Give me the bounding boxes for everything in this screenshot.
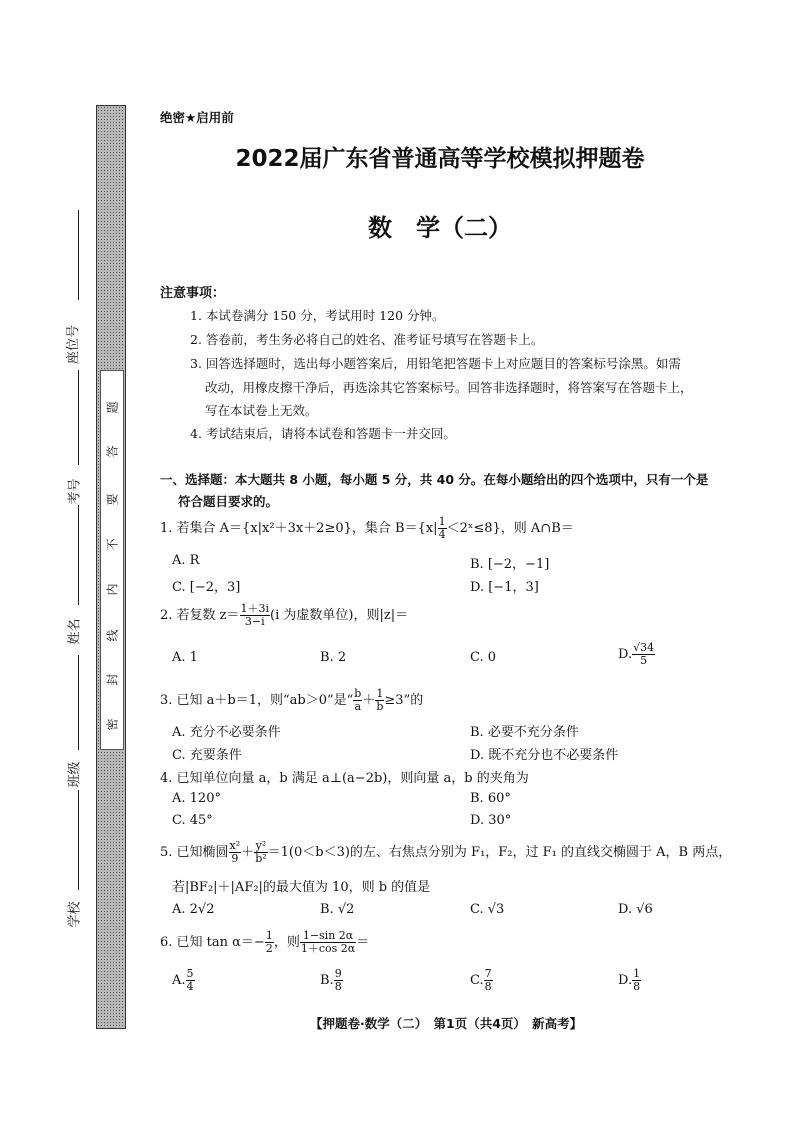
exam-no-line bbox=[78, 370, 79, 465]
notice-item: 3. 回答选择题时，选出每小题答案后，用铅笔把答题卡上对应题目的答案标号涂黑。如需 bbox=[190, 356, 681, 371]
seal-char: 内 bbox=[105, 583, 120, 596]
page-title: 2022届广东省普通高等学校模拟押题卷 bbox=[235, 146, 645, 172]
q3-option-b: B. 必要不充分条件 bbox=[470, 725, 579, 740]
q3-option-c: C. 充要条件 bbox=[172, 748, 242, 763]
q4-option-c: C. 45° bbox=[172, 813, 213, 828]
q6-option-b: B. $\frac{9}{8}$ bbox=[320, 967, 342, 993]
question-1-stem: 1. 若集合 A＝{x|x²＋3x＋2≥0}，集合 B＝{x| $\frac{1}{4}$ ＜2ˣ≤8}，则 A∩B＝ bbox=[160, 515, 574, 541]
seal-char: 封 bbox=[105, 673, 120, 686]
q2-option-c: C. 0 bbox=[470, 650, 497, 665]
seat-label: 座位号 bbox=[66, 324, 82, 365]
seal-char: 线 bbox=[105, 629, 120, 642]
q2-option-d: D. $\frac{√34}{5}$ bbox=[618, 641, 655, 667]
q3-option-a: A. 充分不必要条件 bbox=[172, 725, 281, 740]
q2-option-a: A. 1 bbox=[172, 650, 198, 665]
question-5-stem-cont: 若|BF₂|＋|AF₂|的最大值为 10，则 b 的值是 bbox=[172, 880, 431, 895]
notice-item: 2. 答卷前，考生务必将自己的姓名、准考证号填写在答题卡上。 bbox=[190, 332, 544, 347]
q3-option-d: D. 既不充分也不必要条件 bbox=[470, 748, 619, 763]
q6-option-a: A. $\frac{5}{4}$ bbox=[172, 967, 194, 993]
school-label: 学校 bbox=[67, 901, 83, 928]
class-line bbox=[78, 655, 79, 750]
class-label: 班级 bbox=[67, 761, 83, 788]
question-6-stem: 6. 已知 tan α＝− $\frac{1}{2}$ ，则 $\frac{1-\sin 2\alpha}{1+\cos 2\alpha}$ ＝ bbox=[160, 929, 370, 955]
page-subtitle: 数 学（二） bbox=[368, 214, 512, 242]
section-heading-cont: 符合题目要求的。 bbox=[178, 494, 279, 509]
q1-option-c: C. [−2，3] bbox=[172, 580, 241, 595]
school-line bbox=[78, 790, 79, 890]
question-5-stem: 5. 已知椭圆 $\frac{\text{x²}}{9}$ ＋ $\frac{\text{y²}}{\text{b²}}$ ＝1(0＜b＜3)的左、右焦点分别为 F₁，F₂，过 F₁ 的直线交椭圆于 A，B 两点， bbox=[160, 839, 732, 865]
notice-heading: 注意事项： bbox=[160, 286, 226, 301]
q6-option-d: D. $\frac{1}{8}$ bbox=[618, 967, 641, 993]
seal-line-box bbox=[100, 370, 124, 750]
name-line bbox=[78, 505, 79, 605]
q5-option-c: C. √3 bbox=[470, 902, 505, 917]
question-3-stem: 3. 已知 a＋b＝1，则“ab＞0”是“ $\frac{b}{a}$ ＋ $\frac{1}{b}$ ≥3”的 bbox=[160, 687, 424, 713]
seal-char: 密 bbox=[105, 718, 120, 731]
notice-item: 改动，用橡皮擦干净后，再选涂其它答案标号。回答非选择题时，将答案写在答题卡上， bbox=[205, 380, 693, 395]
q5-option-b: B. √2 bbox=[320, 902, 355, 917]
q1-option-b: B. [−2，−1] bbox=[470, 557, 550, 572]
q1-option-d: D. [−1，3] bbox=[470, 580, 539, 595]
seal-char: 不 bbox=[105, 538, 120, 551]
q2-option-b: B. 2 bbox=[320, 650, 347, 665]
q4-option-b: B. 60° bbox=[470, 791, 511, 806]
exam-no-label: 考号 bbox=[67, 478, 83, 505]
section-heading: 一、选择题：本大题共 8 小题，每小题 5 分，共 40 分。在每小题给出的四个选项中，只有一个是 bbox=[160, 472, 709, 487]
name-label: 姓名 bbox=[67, 618, 83, 645]
q4-option-d: D. 30° bbox=[470, 813, 512, 828]
notice-item: 写在本试卷上无效。 bbox=[205, 403, 318, 418]
q5-option-d: D. √6 bbox=[618, 902, 653, 917]
confidential-mark: 绝密★启用前 bbox=[160, 110, 234, 125]
seat-line bbox=[78, 210, 79, 300]
q1-option-a: A. R bbox=[172, 553, 200, 568]
notice-item: 4. 考试结束后，请将本试卷和答题卡一并交回。 bbox=[190, 426, 456, 441]
question-4-stem: 4. 已知单位向量 a，b 满足 a⊥(a−2b)，则向量 a，b 的夹角为 bbox=[160, 771, 529, 786]
q4-option-a: A. 120° bbox=[172, 791, 221, 806]
page-footer: 【押题卷·数学（二） 第1页（共4页） 新高考】 bbox=[310, 1016, 583, 1031]
q5-option-a: A. 2√2 bbox=[172, 902, 215, 917]
q6-option-c: C. $\frac{7}{8}$ bbox=[470, 967, 492, 993]
question-2-stem: 2. 若复数 z＝ $\frac{1+3i}{3-i}$ (i 为虚数单位)，则|z|＝ bbox=[160, 602, 409, 628]
notice-item: 1. 本试卷满分 150 分，考试用时 120 分钟。 bbox=[190, 308, 445, 323]
seal-char: 题 bbox=[105, 401, 120, 414]
seal-char: 答 bbox=[105, 445, 120, 458]
seal-char: 要 bbox=[105, 493, 120, 506]
